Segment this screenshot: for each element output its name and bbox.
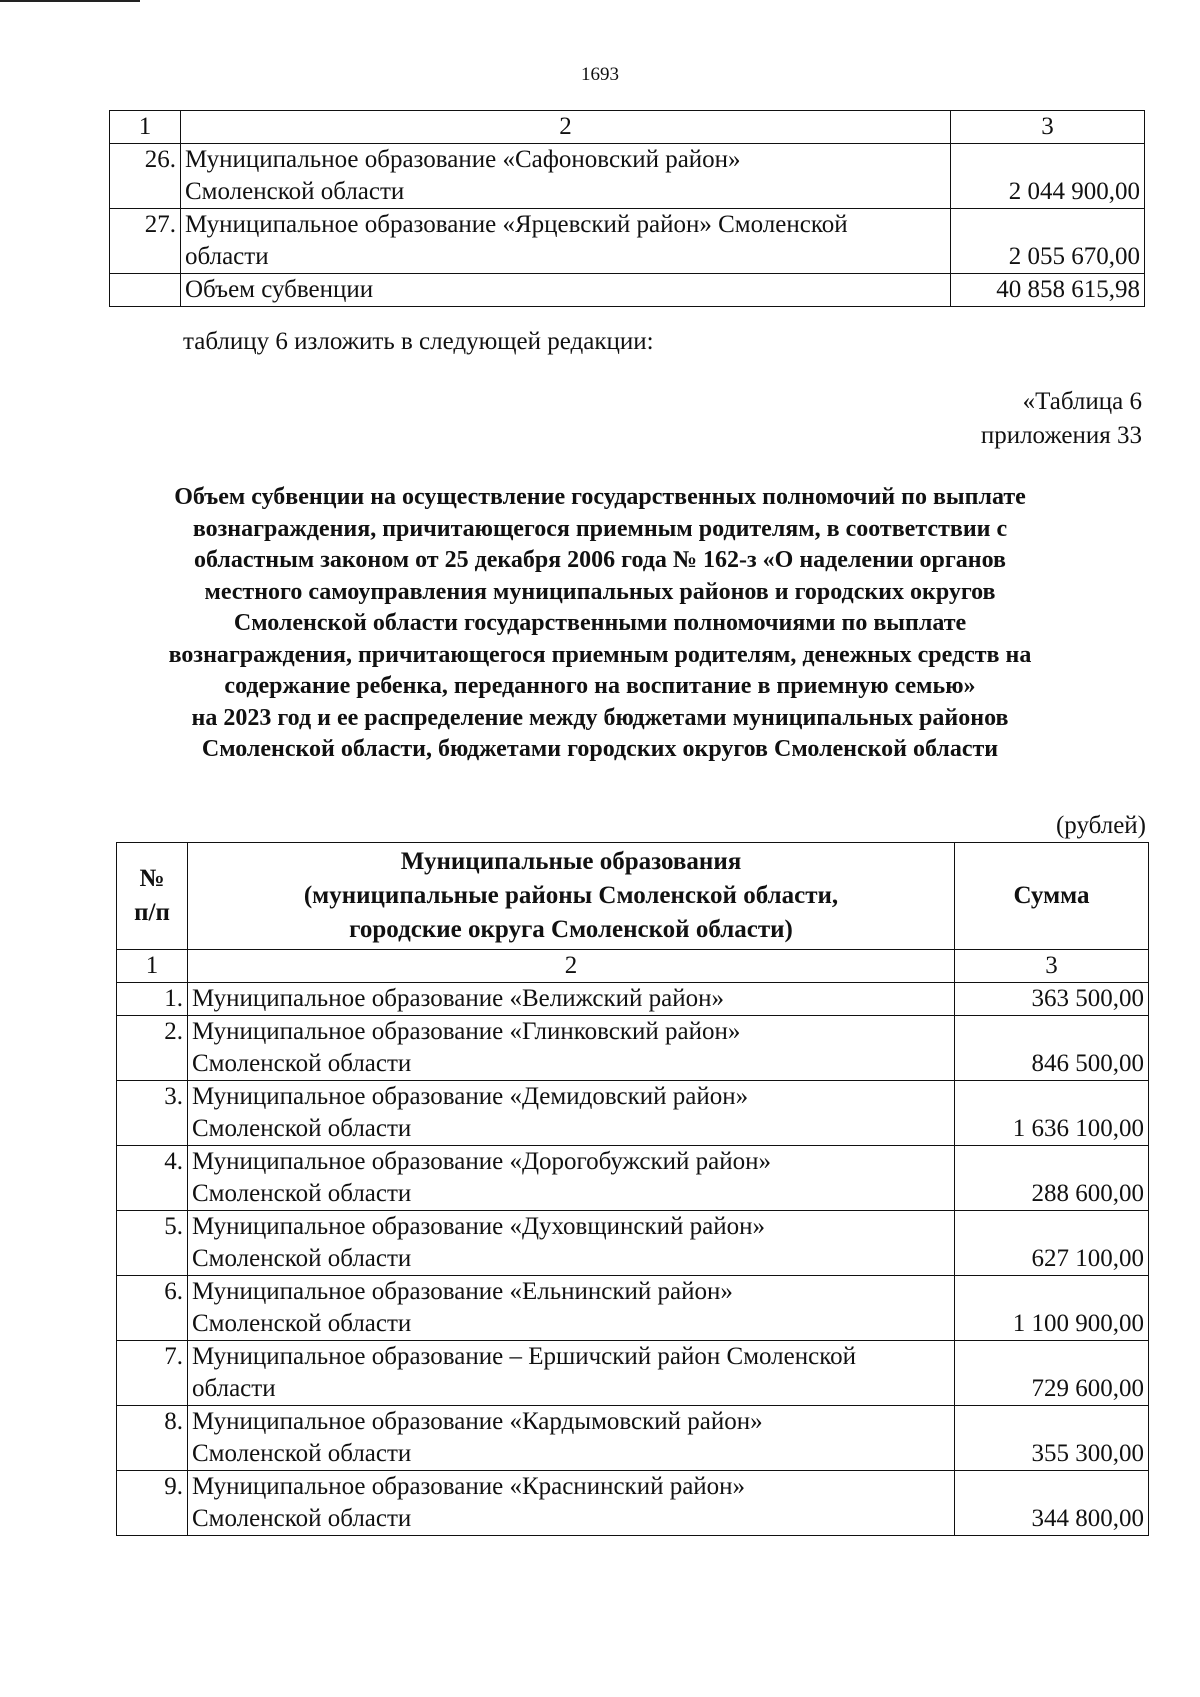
- row-name-line: Смоленской области: [192, 1440, 412, 1467]
- row-amount: 1 100 900,00: [955, 1276, 1149, 1341]
- row-name: [188, 1341, 955, 1406]
- row-name: [188, 1211, 955, 1276]
- row-name-line: Муниципальное образование – Ершичский район Смоленской: [192, 1343, 856, 1370]
- header-line: №: [139, 865, 165, 892]
- table-reference: [981, 385, 1142, 453]
- table-row: [117, 1146, 1149, 1211]
- row-name: [188, 1276, 955, 1341]
- row-name: [181, 144, 951, 209]
- title-line: местного самоуправления муниципальных районов и городских округов: [204, 578, 996, 605]
- title-line: содержание ребенка, переданного на воспитание в приемную семью»: [224, 673, 976, 699]
- title-line: Смоленской области, бюджетами городских округов Смоленской области: [201, 736, 999, 762]
- table-row: [110, 144, 1145, 209]
- row-name-line: области: [192, 1375, 276, 1402]
- row-name: [188, 1471, 955, 1536]
- row-number: 1.: [117, 983, 188, 1016]
- table-row: [117, 983, 1149, 1016]
- row-number: 7.: [117, 1341, 188, 1406]
- table-row: [117, 1276, 1149, 1341]
- row-name-line: Муниципальное образование «Глинковский район»: [192, 1018, 741, 1045]
- row-name: [188, 1016, 955, 1081]
- index-cell: 1: [117, 950, 188, 983]
- row-name-line: Муниципальное образование «Духовщинский район»: [192, 1213, 765, 1240]
- row-number: 2.: [117, 1016, 188, 1081]
- row-amount: 355 300,00: [955, 1406, 1149, 1471]
- row-amount: 363 500,00: [955, 983, 1149, 1016]
- row-amount: 2 044 900,00: [951, 144, 1145, 209]
- subvention-table: [116, 842, 1149, 1536]
- row-name-line: Смоленской области: [185, 178, 405, 205]
- table-row: [110, 209, 1145, 274]
- row-name: [188, 983, 955, 1016]
- title-line: областным законом от 25 декабря 2006 года № 162-з «О наделении органов: [194, 547, 1006, 573]
- row-name-line: Муниципальное образование «Велижский район»: [192, 985, 724, 1012]
- index-cell: 3: [955, 950, 1149, 983]
- previous-table-continuation: [109, 110, 1145, 307]
- row-name-line: Смоленской области: [192, 1115, 412, 1142]
- header-line: п/п: [134, 899, 170, 926]
- header-line: (муниципальные районы Смоленской области,: [303, 882, 839, 909]
- table-row: [117, 1016, 1149, 1081]
- row-amount: 344 800,00: [955, 1471, 1149, 1536]
- table-row: [117, 1211, 1149, 1276]
- row-name-line: Смоленской области: [192, 1050, 412, 1077]
- header-municipality: [188, 843, 955, 950]
- document-title: [100, 482, 1100, 766]
- row-name-line: Смоленской области: [192, 1505, 412, 1532]
- row-number: 27.: [110, 209, 181, 274]
- row-name-line: области: [185, 243, 269, 270]
- index-cell: 2: [188, 950, 955, 983]
- row-name-line: Муниципальное образование «Кардымовский район»: [192, 1408, 763, 1435]
- index-cell: 3: [951, 111, 1145, 144]
- row-name-line: Муниципальное образование «Краснинский район»: [192, 1473, 746, 1500]
- row-name: [188, 1406, 955, 1471]
- row-name-line: Смоленской области: [192, 1245, 412, 1272]
- table-row: [117, 1081, 1149, 1146]
- table-header-row: [117, 843, 1149, 950]
- row-name-line: Муниципальное образование «Ельнинский район»: [192, 1278, 733, 1305]
- currency-unit: (рублей): [1055, 812, 1146, 839]
- table-row: [117, 1406, 1149, 1471]
- table-index-row: [117, 950, 1149, 983]
- title-line: на 2023 год и ее распределение между бюджетами муниципальных районов: [191, 704, 1009, 731]
- title-line: вознаграждения, причитающегося приемным родителям, в соответствии с: [192, 515, 1008, 542]
- total-label: Объем субвенции: [181, 274, 951, 307]
- header-line: городские округа Смоленской области): [349, 916, 793, 943]
- table-reference-line: «Таблица 6: [1022, 388, 1142, 415]
- row-name: [188, 1081, 955, 1146]
- row-name: [181, 209, 951, 274]
- page-number: 1693: [581, 64, 619, 85]
- header-line: Муниципальные образования: [400, 848, 742, 875]
- row-number: 6.: [117, 1276, 188, 1341]
- intro-text: таблицу 6 изложить в следующей редакции:: [183, 328, 654, 355]
- header-sum: Сумма: [955, 843, 1149, 950]
- row-amount: 288 600,00: [955, 1146, 1149, 1211]
- header-number: [117, 843, 188, 950]
- row-number: 26.: [110, 144, 181, 209]
- row-amount: 729 600,00: [955, 1341, 1149, 1406]
- row-name: [188, 1146, 955, 1211]
- row-amount: 627 100,00: [955, 1211, 1149, 1276]
- table-row: [117, 1471, 1149, 1536]
- title-line: вознаграждения, причитающегося приемным родителям, денежных средств на: [168, 641, 1032, 668]
- table-index-row: [110, 111, 1145, 144]
- row-name-line: Смоленской области: [192, 1180, 412, 1207]
- table-reference-line: приложения 33: [980, 422, 1142, 449]
- row-name-line: Муниципальное образование «Ярцевский район» Смоленской: [185, 211, 848, 238]
- row-name-line: Муниципальное образование «Демидовский район»: [192, 1083, 749, 1110]
- row-name-line: Смоленской области: [192, 1310, 412, 1337]
- row-number: 9.: [117, 1471, 188, 1536]
- row-name-line: Муниципальное образование «Сафоновский район»: [185, 146, 741, 173]
- row-amount: 1 636 100,00: [955, 1081, 1149, 1146]
- row-number: 5.: [117, 1211, 188, 1276]
- scan-corner-line: [0, 0, 140, 2]
- row-amount: 2 055 670,00: [951, 209, 1145, 274]
- title-line: Объем субвенции на осуществление государственных полномочий по выплате: [174, 484, 1026, 510]
- total-number-cell: [110, 274, 181, 307]
- row-name-line: Муниципальное образование «Дорогобужский район»: [192, 1148, 771, 1175]
- row-number: 3.: [117, 1081, 188, 1146]
- row-number: 4.: [117, 1146, 188, 1211]
- row-number: 8.: [117, 1406, 188, 1471]
- title-line: Смоленской области государственными полномочиями по выплате: [233, 610, 967, 636]
- index-cell: 2: [181, 111, 951, 144]
- total-row: [110, 274, 1145, 307]
- table-row: [117, 1341, 1149, 1406]
- total-amount: 40 858 615,98: [951, 274, 1145, 307]
- index-cell: 1: [110, 111, 181, 144]
- row-amount: 846 500,00: [955, 1016, 1149, 1081]
